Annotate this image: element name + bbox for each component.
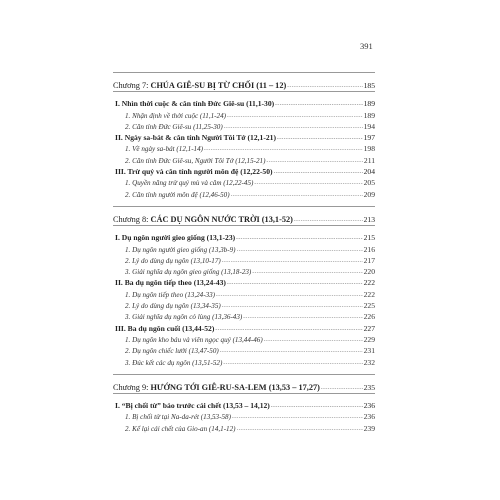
entry-row	[113, 110, 375, 121]
leader-dots	[237, 425, 363, 436]
section-row-page: 215	[363, 233, 375, 243]
entry-row	[113, 244, 375, 255]
entry-row	[113, 357, 375, 368]
entry-row-page: 231	[363, 346, 375, 356]
chapter-range: (13,53 – 17,27)	[266, 382, 320, 392]
chapter-row-title	[113, 382, 320, 393]
section-row	[113, 323, 375, 334]
section-row-page: 189	[363, 99, 375, 109]
entry-row	[113, 311, 375, 322]
entry-row-title: 3. Giải nghĩa dụ ngôn gieo giống (13,18-23)	[125, 268, 252, 277]
leader-dots	[266, 157, 362, 168]
entry-row	[113, 334, 375, 345]
section-row-page: 197	[363, 133, 375, 143]
entry-row-page: 226	[363, 312, 375, 322]
entry-row-title: 1. Về ngày sa-bát (12,1-14)	[125, 145, 204, 154]
entry-row-page: 232	[363, 357, 375, 367]
section-row	[113, 277, 375, 288]
section-row-title: III. Trừ quỷ và căn tính người môn đệ (12,22-50)	[115, 167, 273, 177]
entry-row-title: 2. Dụ ngôn chiếc lưới (13,47-50)	[125, 347, 219, 356]
entry-row-title: 1. Nhận định về thời cuộc (11,1-24)	[125, 111, 226, 120]
entry-row	[113, 345, 375, 356]
leader-dots	[254, 179, 362, 190]
entry-row-page: 222	[363, 289, 375, 299]
entry-row	[113, 143, 375, 154]
chapter-range: (13,1-52)	[259, 214, 293, 224]
entry-row	[113, 189, 375, 200]
section-row-title: I. “Bị chối từ” báo trước cái chết (13,53 – 14,12)	[115, 401, 270, 411]
section-row-title: I. Dụ ngôn người gieo giống (13,1-23)	[115, 233, 236, 243]
entry-row	[113, 177, 375, 188]
chapter-row	[113, 214, 375, 225]
chapter-range: (11 – 12)	[254, 81, 287, 90]
leader-dots	[216, 291, 363, 302]
leader-dots	[227, 279, 363, 290]
entry-row-page: 236	[363, 412, 375, 422]
section-row-page: 227	[363, 323, 375, 333]
chapter-prefix: Chương 7:	[113, 81, 151, 90]
leader-dots	[223, 359, 362, 370]
entry-row-page: 225	[363, 301, 375, 311]
chapter-row-page: 185	[363, 81, 375, 90]
chapter-heading: CHÚA GIÊ-SU BỊ TỪ CHỐI	[150, 81, 255, 90]
entry-row-title: 1. Quyền năng trừ quỷ mù và câm (12,22-45)	[125, 179, 254, 188]
entry-row-title: 2. Kể lại cái chết của Gio-an (14,1-12)	[125, 424, 236, 433]
leader-dots	[227, 112, 363, 123]
entry-row-page: 216	[363, 244, 375, 254]
entry-row-page: 189	[363, 110, 375, 120]
leader-dots	[243, 313, 362, 324]
chapter-heading: CÁC DỤ NGÔN NƯỚC TRỜI	[150, 214, 260, 224]
entry-row	[113, 411, 375, 422]
section-row-page: 204	[363, 167, 375, 177]
leader-dots	[222, 302, 363, 313]
entry-row-title: 2. Lý do dùng dụ ngôn (13,34-35)	[125, 302, 221, 311]
leader-dots	[321, 384, 363, 395]
entry-row-page: 229	[363, 334, 375, 344]
entry-row-page: 194	[363, 121, 375, 131]
section-row	[113, 98, 375, 109]
entry-row-title: 1. Dụ ngôn kho báu và viên ngọc quý (13,44-46)	[125, 335, 263, 344]
section-row	[113, 166, 375, 177]
entry-row-title: 1. Dụ ngôn tiếp theo (13,24-33)	[125, 290, 216, 299]
entry-row-title: 2. Căn tính Đức Giê-su (11,25-30)	[125, 122, 223, 131]
entry-row-title: 2. Căn tính Đức Giê-su, Người Tôi Tớ (12,15-21)	[125, 156, 266, 165]
chapter-row	[113, 382, 375, 393]
page-number: 391	[360, 41, 373, 51]
section-row	[113, 232, 375, 243]
section-row	[113, 400, 375, 411]
leader-dots	[264, 336, 363, 347]
section-row	[113, 132, 375, 143]
entry-row-page: 205	[363, 178, 375, 188]
section-row-title: III. Ba dụ ngôn cuối (13,44-52)	[115, 323, 215, 333]
chapter-row	[113, 80, 375, 91]
entry-row-title: 3. Giải nghĩa dụ ngôn cỏ lùng (13,36-43)	[125, 313, 243, 322]
leader-dots	[252, 268, 362, 279]
entry-row-page: 211	[363, 155, 375, 165]
entry-row	[113, 423, 375, 434]
entry-row	[113, 255, 375, 266]
entry-row-title: 2. Lý do dùng dụ ngôn (13,10-17)	[125, 256, 221, 265]
chapter-row-page: 213	[363, 214, 375, 224]
leader-dots	[232, 413, 363, 424]
entry-row-page: 220	[363, 267, 375, 277]
table-of-contents	[113, 72, 375, 440]
chapter-prefix: Chương 8:	[113, 214, 151, 224]
entry-row-title: 1. Dụ ngôn người gieo giống (13,3b-9)	[125, 245, 236, 254]
leader-dots	[236, 234, 362, 245]
chapter-row-title	[113, 80, 286, 91]
entry-row-page: 217	[363, 255, 375, 265]
leader-dots	[275, 100, 362, 111]
entry-row	[113, 266, 375, 277]
section-row-title: II. Ngày sa-bát & căn tính Người Tôi Tớ (12,1-21)	[115, 133, 276, 143]
leader-dots	[274, 168, 363, 179]
leader-dots	[271, 402, 363, 413]
leader-dots	[277, 134, 363, 145]
entry-row	[113, 300, 375, 311]
entry-row	[113, 289, 375, 300]
entry-row-page: 209	[363, 189, 375, 199]
leader-dots	[287, 82, 362, 93]
entry-row-title: 1. Bị chối từ tại Na-da-rét (13,53-58)	[125, 413, 231, 422]
chapter-prefix: Chương 9:	[113, 382, 151, 392]
section-row-page: 222	[363, 278, 375, 288]
leader-dots	[237, 246, 363, 257]
leader-dots	[220, 347, 363, 358]
section-row-title: II. Ba dụ ngôn tiếp theo (13,24-43)	[115, 278, 226, 288]
entry-row-page: 239	[363, 423, 375, 433]
entry-row-title: 3. Đúc kết các dụ ngôn (13,51-52)	[125, 358, 223, 367]
entry-row	[113, 155, 375, 166]
chapter-row-page: 235	[363, 382, 375, 392]
leader-dots	[294, 216, 363, 227]
entry-row-title: 2. Căn tính người môn đệ (12,46-50)	[125, 190, 230, 199]
entry-row-page: 198	[363, 144, 375, 154]
section-row-page: 236	[363, 401, 375, 411]
chapter-row-title	[113, 214, 293, 225]
chapter-heading: HƯỚNG TỚI GIÊ-RU-SA-LEM	[150, 382, 267, 392]
section-row-title: I. Nhìn thời cuộc & căn tính Đức Giê-su (11,1-30)	[115, 99, 275, 109]
entry-row	[113, 121, 375, 132]
leader-dots	[231, 191, 363, 202]
